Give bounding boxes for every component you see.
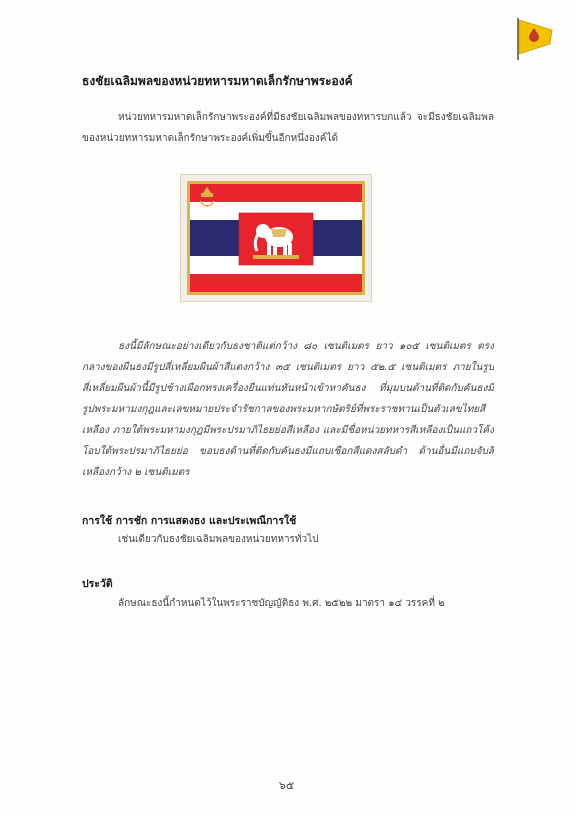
- flag-photo: [180, 174, 372, 302]
- usage-section-title: การใช้ การชัก การแสดงธง และประเพณีการใช้: [82, 515, 297, 527]
- page-title: ธงชัยเฉลิมพลของหน่วยทหารมหาดเล็กรักษาพระองค์: [82, 74, 353, 88]
- usage-section-text: เช่นเดียวกับธงชัยเฉลิมพลของหน่วยทหารทั่วไป: [118, 534, 319, 545]
- history-section-text: ลักษณะธงนี้กำหนดไว้ในพระราชบัญญัติธง พ.ศ. ๒๕๒๒ มาตรา ๑๔ วรรคที่ ๒: [118, 598, 445, 609]
- page-number: ๖๕: [278, 779, 295, 792]
- royal-flag-icon: [512, 14, 556, 62]
- svg-text:๙: ๙: [205, 203, 209, 209]
- history-section-title: ประวัติ: [82, 578, 113, 590]
- intro-paragraph: หน่วยทหารมหาดเล็กรักษาพระองค์ที่มีธงชัยเฉลิมพลของทหารบกแล้ว จะมีธงชัยเฉลิมพลของหน่วยทหารมหาดเล็กรักษาพระองค์เพิ่มขึ้นอีกหนึ่งองค์ได้: [82, 112, 494, 144]
- description-paragraph: ธงนี้มีลักษณะอย่างเดียวกับธงชาติแต่กว้าง ๘๐ เซนติเมตร ยาว ๑๐๕ เซนติเมตร ตรงกลางของผืนธงมีรูปสี่เหลี่ยมผืนผ้าสีแดงกว้าง ๓๕ เซนติเมตร ยาว ๕๒.๕ เซนติเมตร ภายในรูปสี่เหลี่ยมผืนผ้านี้มีรูปช้างเผือกทรงเครื่องยืนแท่นหันหน้าเข้าหาคันธง ที่มุมบนด้านที่ติดกับคันธงมีรูปพระมหามงกุฎและเลขหมายประจำรัชกาลของพระมหากษัตริย์ที่พระราชทานเป็นตัวเลขไทยสีเหลือง ภายใต้พระมหามงกุฎมีพระปรมาภิไธยย่อสีเหลือง และมีชื่อหน่วยทหารสีเหลืองเป็นแถวโค้งโอบใต้พระปรมาภิไธยย่อ ขอบธงด้านที่ติดกับคันธงมีแถบเชือกสีแดงสลับดำ ด้านอื่นมีแถบจับสีเหลืองกว้าง ๒ เซนติเมตร: [82, 341, 494, 478]
- regimental-flag: [187, 181, 365, 295]
